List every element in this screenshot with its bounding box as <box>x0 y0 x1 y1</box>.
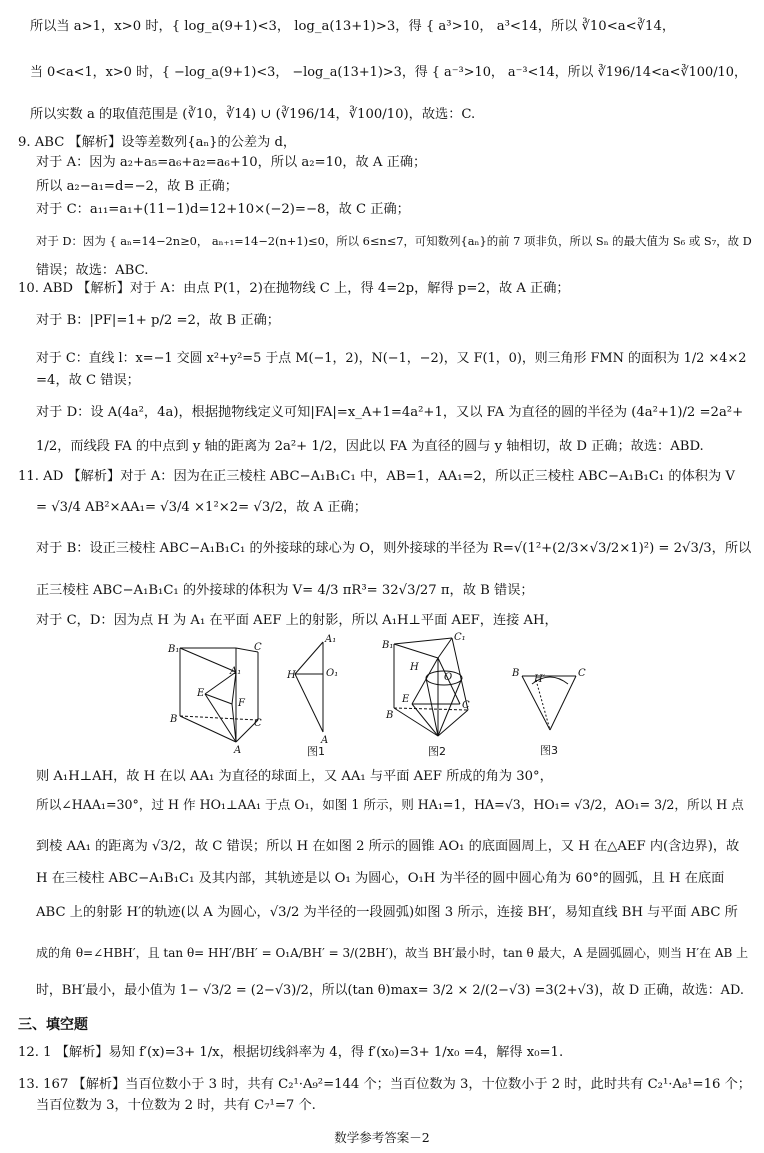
label-a1: A₁ <box>325 634 337 645</box>
figure-2 <box>382 632 492 758</box>
text-line: 时，BH′最小，最小值为 1− √3/2 = (2−√3)/2，所以(tan θ)max= 3/2 × 2/(2−√3) =3(2+√3)，故 D 正确，故选：AD. <box>36 983 744 998</box>
text-line: 则 A₁H⊥AH，故 H 在以 AA₁ 为直径的球面上，又 AA₁ 与平面 AEF 所成的角为 30°， <box>36 769 553 784</box>
text-line: 12. 1 【解析】易知 f′(x)=3+ 1/x，根据切线斜率为 4，得 f′(x₀)=3+ 1/x₀ =4，解得 x₀=1. <box>18 1045 564 1060</box>
section-heading: 三、填空题 <box>18 1017 88 1033</box>
text-line: 13. 167 【解析】当百位数小于 3 时，共有 C₂¹·A₉²=144 个；当百位数为 3，十位数小于 2 时，此时共有 C₂¹·A₈¹=16 个； <box>18 1077 751 1092</box>
label-b1: B₁ <box>382 640 394 651</box>
text-line: 到棱 AA₁ 的距离为 √3/2，故 C 错误；所以 H 在如图 2 所示的圆锥 AO₁ 的底面圆周上，又 H 在△AEF 内(含边界)，故 <box>36 839 740 854</box>
text-line: 所以实数 a 的取值范围是 (∛10，∛14) ∪ (∛196/14，∛100/10)，故选：C. <box>30 107 476 122</box>
label-c1: C₁ <box>454 632 466 643</box>
text-line: 当 0<a<1，x>0 时，{ −log_a(9+1)<3， −log_a(13+1)>3，得 { a⁻³>10， a⁻³<14，所以 ∛196/14<a<∛100/10， <box>30 65 747 80</box>
text-line: 对于 D：设 A(4a²，4a)，根据抛物线定义可知|FA|=x_A+1=4a²+1，又以 FA 为直径的圆的半径为 (4a²+1)/2 =2a²+ <box>36 405 744 420</box>
prism-figure <box>160 632 265 754</box>
label-a: A <box>321 735 329 744</box>
text-line: 所以 a₂−a₁=d=−2，故 B 正确； <box>36 179 238 194</box>
text-line: 对于 B：设正三棱柱 ABC−A₁B₁C₁ 的外接球的球心为 O，则外接球的半径为 R=√(1²+(2/3×√3/2×1)²) = 2√3/3，所以 <box>36 541 752 556</box>
label-o1: O₁ <box>326 668 339 679</box>
label-c: C <box>578 668 586 679</box>
text-line: 成的角 θ=∠HBH′，且 tan θ= HH′/BH′ = O₁A/BH′ = 3/(2BH′)，故当 BH′最小时，tan θ 最大，A 是圆弧圆心，则当 H′在 AB 上 <box>36 946 749 960</box>
text-line: = √3/4 AB²×AA₁= √3/4 ×1²×2= √3/2，故 A 正确； <box>36 500 367 515</box>
label-e: E <box>197 688 205 699</box>
label-h: H <box>410 662 419 673</box>
figure-1-caption: 图1 <box>307 745 325 758</box>
text-line: 10. ABD 【解析】对于 A：由点 P(1，2)在抛物线 C 上，得 4=2p，解得 p=2，故 A 正确； <box>18 281 570 296</box>
text-line: ABC 上的射影 H′的轨迹(以 A 为圆心，√3/2 为半径的一段圆弧)如图 3 所示，连接 BH′，易知直线 BH 与平面 ABC 所 <box>36 905 738 920</box>
figure-3-caption: 图3 <box>540 744 558 757</box>
figure-1-drawing <box>285 632 345 744</box>
label-e: E <box>402 694 410 705</box>
text-line: 对于 C，D：因为点 H 为 A₁ 在平面 AEF 上的射影，所以 A₁H⊥平面 AEF，连接 AH， <box>36 613 558 628</box>
text-line: 9. ABC 【解析】设等差数列{aₙ}的公差为 d， <box>18 135 297 150</box>
text-line: =4，故 C 错误； <box>36 373 140 388</box>
text-line: H 在三棱柱 ABC−A₁B₁C₁ 及其内部，其轨迹是以 O₁ 为圆心，O₁H 为半径的圆中圆心角为 60°的圆弧，且 H 在底面 <box>36 871 725 886</box>
label-a: A <box>234 745 242 754</box>
figure-group <box>160 632 600 762</box>
text-line: 所以∠HAA₁=30°，过 H 作 HO₁⊥AA₁ 于点 O₁，如图 1 所示，则 HA₁=1，HA=√3，HO₁= √3/2，AO₁= 3/2，所以 H 点 <box>36 797 744 812</box>
text-line: 所以当 a>1，x>0 时，{ log_a(9+1)<3， log_a(13+1)>3，得 { a³>10， a³<14，所以 ∛10<a<∛14， <box>30 19 676 34</box>
text-line: 错误；故选：ABC. <box>36 263 149 278</box>
label-h-prime: H′ <box>534 674 545 685</box>
label-c: C <box>462 700 470 711</box>
label-a1: A₁ <box>230 666 242 677</box>
figure-3 <box>510 664 590 757</box>
label-c: C <box>254 642 262 653</box>
label-b: B <box>170 714 178 725</box>
text-line: 对于 A：因为 a₂+a₅=a₆+a₂=a₆+10，所以 a₂=10，故 A 正确； <box>36 155 427 170</box>
text-line: 对于 B：|PF|=1+ p/2 =2，故 B 正确； <box>36 313 280 328</box>
figure-1 <box>285 632 345 758</box>
label-f: F <box>238 698 245 709</box>
text-line: 对于 D：因为 { aₙ=14−2n≥0， aₙ₊₁=14−2(n+1)≤0，所以 6≤n≤7，可知数列{aₙ}的前 7 项非负，所以 Sₙ 的最大值为 S₆ 或 S₇，故 D <box>36 234 752 248</box>
label-b1: B₁ <box>168 644 180 655</box>
prism-drawing <box>160 632 265 754</box>
label-h: H <box>287 670 296 681</box>
label-o: O <box>444 672 453 683</box>
label-b: B <box>386 710 394 721</box>
text-line: 对于 C：a₁₁=a₁+(11−1)d=12+10×(−2)=−8，故 C 正确； <box>36 202 410 217</box>
text-line: 11. AD 【解析】对于 A：因为在正三棱柱 ABC−A₁B₁C₁ 中，AB=1，AA₁=2，所以正三棱柱 ABC−A₁B₁C₁ 的体积为 V <box>18 469 735 484</box>
figure-3-drawing <box>510 664 590 746</box>
label-c-bottom: C <box>254 718 262 729</box>
text-line: 当百位数为 3，十位数为 2 时，共有 C₇¹=7 个. <box>36 1098 316 1113</box>
page-footer: 数学参考答案－2 <box>334 1130 430 1145</box>
label-b: B <box>512 668 520 679</box>
figure-2-drawing <box>382 632 492 744</box>
figure-2-caption: 图2 <box>428 745 446 758</box>
text-line: 正三棱柱 ABC−A₁B₁C₁ 的外接球的体积为 V= 4/3 πR³= 32√3/27 π，故 B 错误； <box>36 583 534 598</box>
text-line: 对于 C：直线 l：x=−1 交圆 x²+y²=5 于点 M(−1，2)，N(−1，−2)，又 F(1，0)，则三角形 FMN 的面积为 1/2 ×4×2 <box>36 351 747 366</box>
text-line: 1/2，而线段 FA 的中点到 y 轴的距离为 2a²+ 1/2，因此以 FA 为直径的圆与 y 轴相切，故 D 正确；故选：ABD. <box>36 439 704 454</box>
